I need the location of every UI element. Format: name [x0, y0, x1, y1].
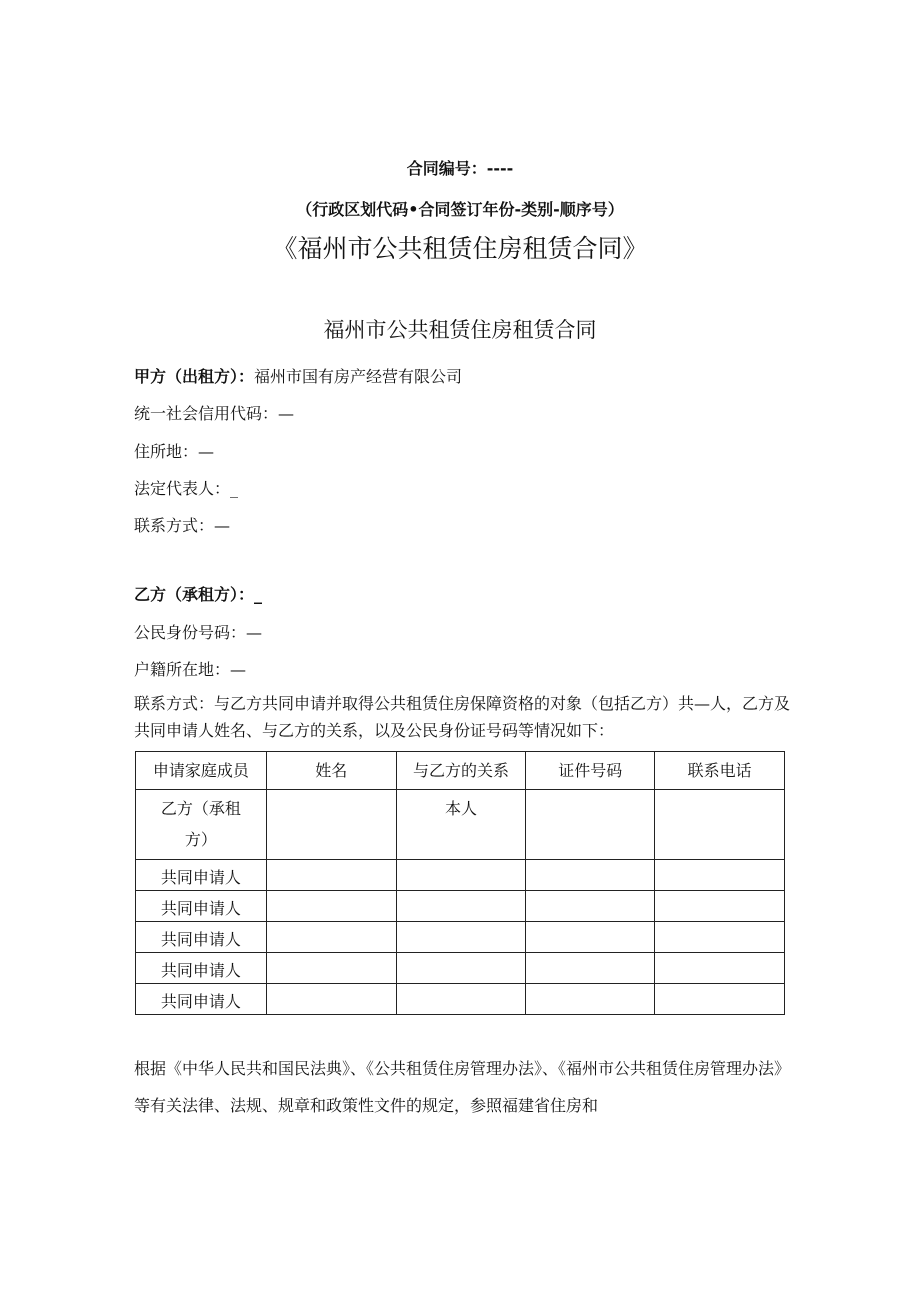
table-header-row	[136, 752, 785, 790]
party-b-contact: 联系方式：与乙方共同申请并取得公共租赁住房保障资格的对象（包括乙方）共—人，乙方及共同申请人姓名、与乙方的关系，以及公民身份证号码等情况如下：	[134, 694, 791, 740]
table-row	[136, 891, 785, 922]
table-row	[136, 790, 785, 860]
party-a-name: 福州市国有房产经营有限公司	[254, 367, 463, 386]
table-cell: 共同申请人	[136, 891, 267, 922]
party-a-address: 住所地：—	[134, 442, 215, 461]
party-b-label: 乙方（承租方）：_	[134, 585, 263, 604]
table-header-cell: 证件号码	[526, 752, 655, 790]
table-cell	[396, 984, 526, 1015]
contract-number: 合同编号：----	[406, 159, 514, 178]
table-cell	[655, 860, 785, 891]
table-cell	[526, 790, 655, 860]
table-cell	[526, 891, 655, 922]
table-cell	[655, 953, 785, 984]
table-cell	[526, 953, 655, 984]
table-cell	[396, 953, 526, 984]
family-members-table	[135, 751, 785, 1015]
table-header-cell: 申请家庭成员	[136, 752, 267, 790]
table-cell	[655, 891, 785, 922]
party-b-household: 户籍所在地：—	[134, 660, 247, 679]
table-cell	[266, 953, 396, 984]
table-cell	[266, 891, 396, 922]
table-cell: 本人	[396, 790, 526, 860]
table-cell	[526, 922, 655, 953]
table-cell	[396, 860, 526, 891]
table-cell	[396, 922, 526, 953]
party-b-id-number: 公民身份号码：—	[134, 623, 263, 642]
table-cell: 乙方（承租方）	[136, 790, 267, 860]
table-cell	[655, 984, 785, 1015]
table-cell	[266, 922, 396, 953]
document-title: 《福州市公共租赁住房租赁合同》	[272, 234, 648, 263]
table-cell	[655, 790, 785, 860]
table-cell	[526, 860, 655, 891]
table-row	[136, 922, 785, 953]
party-a-contact: 联系方式：—	[134, 516, 231, 535]
table-row	[136, 984, 785, 1015]
table-header-cell: 联系电话	[655, 752, 785, 790]
table-cell: 共同申请人	[136, 860, 267, 891]
contract-code-description: （行政区划代码•合同签订年份-类别-顺序号）	[296, 200, 624, 219]
table-cell: 共同申请人	[136, 953, 267, 984]
table-header-cell: 姓名	[266, 752, 396, 790]
party-a-line	[134, 364, 462, 387]
table-cell: 共同申请人	[136, 984, 267, 1015]
table-cell: 共同申请人	[136, 922, 267, 953]
table-cell	[266, 790, 396, 860]
table-row	[136, 860, 785, 891]
footer-paragraph: 根据《中华人民共和国民法典》、《公共租赁住房管理办法》、《福州市公共租赁住房管理办法》等有关法律、法规、规章和政策性文件的规定，参照福建省住房和	[134, 1059, 791, 1115]
table-header-cell: 与乙方的关系	[396, 752, 526, 790]
party-a-credit-code: 统一社会信用代码：—	[134, 404, 295, 423]
contract-subtitle: 福州市公共租赁住房租赁合同	[323, 318, 597, 342]
table-cell	[655, 922, 785, 953]
table-cell	[266, 984, 396, 1015]
table-cell	[266, 860, 396, 891]
table-row	[136, 953, 785, 984]
table-cell	[526, 984, 655, 1015]
party-a-legal-rep: 法定代表人：_	[134, 479, 239, 498]
table-cell	[396, 891, 526, 922]
party-a-label: 甲方（出租方）：	[134, 367, 255, 386]
